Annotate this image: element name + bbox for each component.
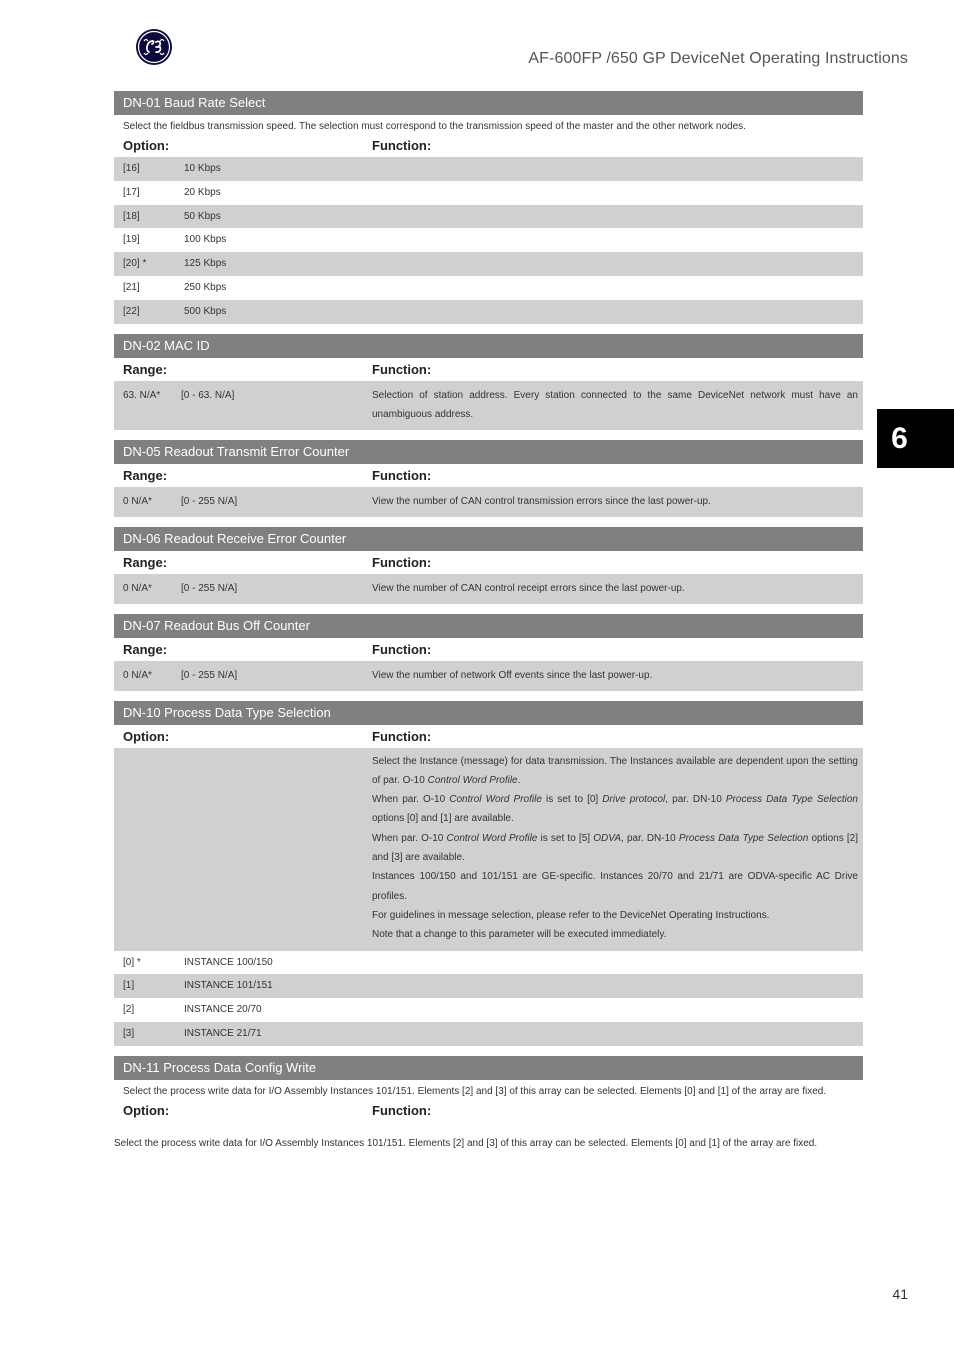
option-label: INSTANCE 100/150 (184, 956, 273, 968)
page-number: 41 (892, 1286, 908, 1302)
section-dn10 (114, 701, 863, 1046)
parameter-content (114, 91, 863, 1132)
option-row (114, 276, 863, 300)
option-row (114, 300, 863, 324)
function-text: View the number of CAN control receipt errors since the last power-up. (372, 582, 685, 594)
range-value: [0 - 255 N/A] (181, 495, 238, 507)
footer-note: Select the process write data for I/O Assembly Instances 101/151. Elements [2] and [3] of this array can be selected. Elements [0] and [1] of the array are fixed. (114, 1138, 818, 1149)
function-column-header: Function: (372, 1102, 432, 1118)
section-dn02 (114, 334, 863, 430)
option-label: 50 Kbps (184, 210, 221, 222)
paragraph: When par. O-10 Control Word Profile is set to [0] Drive protocol, par. DN-10 Process Data Type Selection options [0] and [1] are available. (372, 794, 858, 825)
paragraph: Note that a change to this parameter will be executed immediately. (372, 929, 667, 941)
column-headers (114, 464, 863, 487)
option-column-header: Option: (123, 728, 170, 744)
range-row (114, 574, 863, 604)
section-heading: DN-10 Process Data Type Selection (114, 701, 863, 725)
section-description: Select the fieldbus transmission speed. The selection must correspond to the transmission speed of the master and the other network nodes. (123, 121, 746, 132)
ge-logo (135, 28, 173, 66)
range-row (114, 661, 863, 691)
column-headers (114, 134, 863, 157)
option-row (114, 951, 863, 975)
option-row (114, 974, 863, 998)
paragraph: For guidelines in message selection, please refer to the DeviceNet Operating Instructions. (372, 909, 770, 921)
option-index: [18] (123, 210, 140, 222)
function-column-header: Function: (372, 728, 432, 744)
function-column-header: Function: (372, 554, 432, 570)
section-heading: DN-01 Baud Rate Select (114, 91, 863, 115)
option-label: INSTANCE 21/71 (184, 1027, 262, 1039)
option-index: [21] (123, 281, 140, 293)
function-column-header: Function: (372, 467, 432, 483)
column-headers (114, 551, 863, 574)
column-headers (114, 638, 863, 661)
function-text: View the number of network Off events since the last power-up. (372, 669, 653, 681)
option-index: [19] (123, 234, 140, 246)
option-index: [20] * (123, 258, 147, 270)
default-value: 0 N/A* (123, 495, 152, 507)
function-text: View the number of CAN control transmission errors since the last power-up. (372, 495, 711, 507)
default-value: 63. N/A* (123, 389, 161, 401)
option-label: 10 Kbps (184, 163, 221, 174)
option-index: [16] (123, 163, 140, 174)
paragraph: Select the Instance (message) for data transmission. The Instances available are dependent upon the setting of par. O-10 Control Word Profile. (372, 755, 858, 786)
option-label: 125 Kbps (184, 258, 227, 270)
option-label: 100 Kbps (184, 234, 227, 246)
section-heading: DN-02 MAC ID (114, 334, 863, 358)
section-heading: DN-07 Readout Bus Off Counter (114, 614, 863, 638)
option-index: [3] (123, 1027, 135, 1039)
option-column-header: Option: (123, 138, 170, 153)
option-row (114, 181, 863, 205)
section-heading: DN-11 Process Data Config Write (114, 1056, 863, 1080)
section-dn06 (114, 527, 863, 604)
option-label: INSTANCE 20/70 (184, 1004, 262, 1016)
range-row (114, 487, 863, 517)
default-value: 0 N/A* (123, 582, 152, 594)
section-heading: DN-06 Readout Receive Error Counter (114, 527, 863, 551)
section-heading: DN-05 Readout Transmit Error Counter (114, 440, 863, 464)
option-label: 20 Kbps (184, 186, 221, 198)
function-column-header: Function: (372, 641, 432, 657)
option-index: [0] * (123, 956, 141, 968)
range-value: [0 - 255 N/A] (181, 669, 238, 681)
option-label: 250 Kbps (184, 281, 227, 293)
option-label: 500 Kbps (184, 305, 227, 317)
range-column-header: Range: (123, 467, 168, 483)
option-index: [17] (123, 186, 140, 198)
section-dn01 (114, 91, 863, 324)
option-row (114, 998, 863, 1022)
column-headers (114, 358, 863, 381)
option-row (114, 157, 863, 181)
function-text: Selection of station address. Every station connected to the same DeviceNet network must have an unambiguous address. (372, 389, 858, 420)
paragraph: Instances 100/150 and 101/151 are GE-specific. Instances 20/70 and 21/71 are ODVA-specific AC Drive profiles. (372, 871, 858, 902)
document-title: AF-600FP /650 GP DeviceNet Operating Instructions (528, 50, 908, 67)
chapter-tab (877, 409, 954, 468)
range-column-header: Range: (123, 361, 168, 377)
range-column-header: Range: (123, 554, 168, 570)
paragraph: When par. O-10 Control Word Profile is set to [5] ODVA, par. DN-10 Process Data Type Selection options [2] and [3] are available. (372, 832, 858, 864)
option-index: [22] (123, 305, 140, 317)
function-text (372, 752, 863, 945)
option-index: [1] (123, 980, 135, 992)
option-row (114, 228, 863, 252)
option-row (114, 1022, 863, 1046)
function-description-block (114, 748, 863, 951)
option-label: INSTANCE 101/151 (184, 980, 273, 992)
chapter-number: 6 (891, 421, 908, 455)
default-value: 0 N/A* (123, 669, 152, 681)
column-headers (114, 725, 863, 748)
option-index: [2] (123, 1004, 135, 1016)
function-column-header: Function: (372, 138, 432, 153)
range-value: [0 - 255 N/A] (181, 582, 238, 594)
option-row (114, 252, 863, 276)
section-description: Select the process write data for I/O Assembly Instances 101/151. Elements [2] and [3] of this array can be selected. Elements [0] and [1] of the array are fixed. (123, 1085, 827, 1097)
function-column-header: Function: (372, 361, 432, 377)
range-row (114, 381, 863, 430)
section-dn07 (114, 614, 863, 691)
section-dn11 (114, 1056, 863, 1122)
option-row (114, 205, 863, 229)
option-column-header: Option: (123, 1102, 170, 1118)
range-value: [0 - 63. N/A] (181, 389, 235, 401)
section-dn05 (114, 440, 863, 517)
column-headers (114, 1099, 863, 1122)
range-column-header: Range: (123, 641, 168, 657)
